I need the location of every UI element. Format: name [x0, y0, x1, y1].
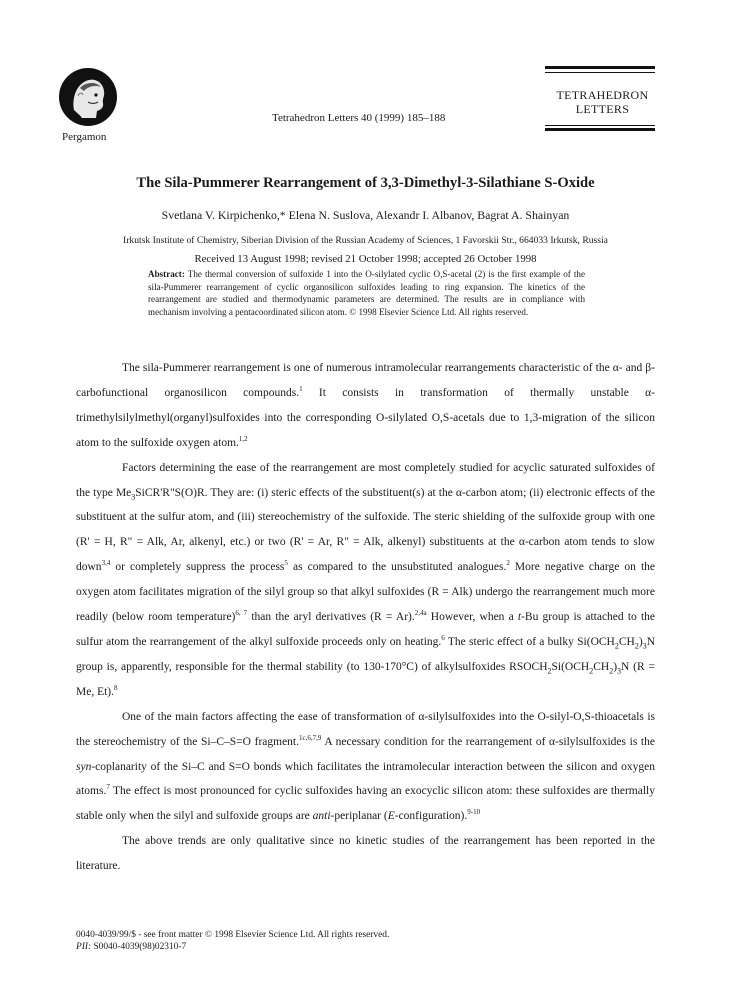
p2-sub-8: 3 — [617, 666, 622, 676]
p2-sub-6: 2 — [589, 666, 594, 676]
footer-copyright: 0040-4039/99/$ - see front matter © 1998 Elsevier Science Ltd. All rights reserved. — [76, 930, 390, 940]
article-title: The Sila-Pummerer Rearrangement of 3,3-Dimethyl-3-Silathiane S-Oxide — [136, 175, 595, 191]
p2-text-g: However, when a — [426, 611, 518, 624]
p3-text-d: The effect is most pronounced for cyclic sulfoxides having an exocyclic silicon atom: these sulfoxides are thermally stable only when the silyl and sulfoxide groups are — [76, 785, 655, 823]
p3-text-e: -periplanar ( — [330, 810, 388, 823]
p3-ref-2: 7 — [106, 783, 110, 792]
p2-text-o: ) — [613, 660, 618, 673]
article-body — [76, 356, 655, 879]
publisher-name: Pergamon — [62, 131, 107, 143]
p2-tbu-italic: t — [517, 611, 522, 624]
p2-text-d: as compared to the unsubstituted analogues. — [287, 561, 507, 574]
abstract-text: The thermal conversion of sulfoxide 1 into the O-silylated cyclic O,S-acetal (2) is the first example of the sila-Pummerer rearrangement of cyclic organosilicon sulfoxides leading to ring expansion. The kinetics of the rearrangement are studied and thermodynamic parameters are determined. The results are in compliance with mechanism involving a pentacoordinated silicon atom. — [148, 269, 586, 317]
p2-text-e: More negative charge on the oxygen atom facilitates migration of the silyl group so that alkyl sulfoxides (R = Alk) undergo the rearrangement much more readily (below room temperature) — [76, 561, 655, 624]
p2-text-m: Si(OCH — [551, 660, 590, 673]
footer-pii-label: PII: — [76, 942, 92, 952]
pergamon-head-logo-icon — [58, 66, 118, 128]
article-dates: Received 13 August 1998; revised 21 October 1998; accepted 26 October 1998 — [194, 253, 537, 265]
p1-text-a: The sila-Pummerer rearrangement is one of numerous intramolecular rearrangements characteristic of the α- and β-carbofunctional organosilicon compounds. — [76, 362, 655, 399]
p2-ref-1: 3,4 — [101, 559, 111, 568]
article-authors: Svetlana V. Kirpichenko,* Elena N. Suslova, Alexandr I. Albanov, Bagrat A. Shainyan — [161, 208, 570, 222]
header-rule-bottom-thick — [545, 128, 655, 131]
p2-text-n: CH — [593, 660, 610, 673]
p2-text-f: than the aryl derivatives (R = Ar). — [247, 611, 415, 624]
p2-ref-3: 2 — [506, 559, 510, 568]
body-paragraph-1 — [76, 356, 655, 456]
p2-text-h: -Bu group is attached to the sulfur atom the rearrangement of the alkyl sulfoxide proceeds only on heating. — [76, 611, 655, 648]
footer-pii-value: S0040-4039(98)02310-7 — [91, 942, 187, 952]
body-paragraph-3 — [76, 705, 655, 830]
p3-ref-3: 9-10 — [467, 808, 481, 817]
p3-text-c: -coplanarity of the Si–C and S=O bonds which facilitates the intramolecular interaction between the silicon and oxygen atoms. — [76, 760, 655, 798]
body-paragraph-2 — [76, 456, 655, 705]
p2-text-k: ) — [638, 635, 643, 648]
header-rule-bottom-thin — [545, 125, 655, 126]
p2-ref-7: 8 — [114, 683, 118, 692]
journal-citation: Tetrahedron Letters 40 (1999) 185–188 — [272, 112, 446, 124]
abstract-copyright: © 1998 Elsevier Science Ltd. All rights reserved. — [349, 306, 529, 317]
p2-sub-1: 3 — [131, 491, 136, 501]
header-rule-top-thick — [545, 66, 655, 69]
p2-sub-3: 2 — [634, 641, 639, 651]
p2-text-l: N group is, apparently, responsible for the thermal stability (to 130-170°C) of alkylsulfoxides RSOCH — [76, 635, 655, 673]
journal-name-line2: LETTERS — [575, 101, 630, 116]
header-rule-top-thin — [545, 72, 655, 73]
p1-ref-2: 1,2 — [238, 434, 248, 443]
p3-text-b: A necessary condition for the rearrangement of α-silylsulfoxides is the — [321, 735, 655, 748]
journal-name-line1: TETRAHEDRON — [556, 88, 649, 102]
p2-text-i: The steric effect of a bulky Si(OCH — [444, 635, 615, 648]
journal-name — [550, 89, 655, 117]
p3-ref-1: 1c,6,7,9 — [299, 733, 322, 742]
p2-ref-4: 6, 7 — [235, 609, 248, 618]
p3-e-config-italic: E — [387, 810, 395, 823]
p2-text-j: CH — [618, 635, 635, 648]
p3-text-f: -configuration). — [394, 810, 468, 823]
article-affiliation: Irkutsk Institute of Chemistry, Siberian Division of the Russian Academy of Sciences, 1 Favorskii Str., 664033 Irkutsk, Russia — [123, 235, 608, 246]
abstract-label: Abstract: — [148, 269, 185, 279]
p3-anti-italic: anti — [312, 810, 331, 823]
p2-text-a: Factors determining the ease of the rearrangement are most completely studied for acyclic saturated sulfoxides of the type Me — [76, 461, 655, 499]
body-paragraph-4: The above trends are only qualitative since no kinetic studies of the rearrangement has been reported in the literature. — [76, 835, 655, 873]
page-footer — [76, 929, 389, 953]
p2-sub-2: 2 — [614, 641, 619, 651]
p2-sub-5: 2 — [547, 666, 552, 676]
p2-sub-4: 3 — [642, 641, 647, 651]
p2-sub-7: 2 — [609, 666, 614, 676]
p1-text-b: It consists in transformation of thermally unstable α-trimethylsilylmethyl(organyl)sulfoxides into the corresponding O-silylated O,S-acetals due to 1,3-migration of the silicon atom to the sulfoxide oxygen atom. — [76, 386, 655, 449]
p2-text-c: or completely suppress the process — [110, 561, 285, 574]
p3-text-a: One of the main factors affecting the ease of transformation of α-silylsulfoxides into the O-silyl-O,S-thioacetals is the stereochemistry of the Si–C–S=O fragment. — [76, 710, 655, 748]
p1-ref-1: 1 — [299, 385, 303, 394]
p2-text-b: SiCR'R"S(O)R. They are: (i) steric effects of the substituent(s) at the α-carbon atom; (ii) electronic effects of the substituent at the sulfur atom, and (iii) stereochemistry of the sulfoxide. The steric shielding of the sulfoxide group with one (R' = H, R" = Alk, Ar, alkenyl, etc.) or two (R' = Ar, R" = Alk, alkenyl) substituents at the α-carbon atom tends to slow down — [76, 486, 655, 574]
p2-ref-6: 6 — [441, 634, 445, 643]
p3-syn-italic: syn — [76, 760, 92, 773]
p2-ref-5: 2,4a — [414, 609, 427, 618]
p2-ref-2: 5 — [284, 559, 288, 568]
abstract — [148, 268, 585, 318]
footer-pii — [76, 941, 389, 953]
p2-text-p: N (R = Me, Et). — [76, 660, 655, 698]
